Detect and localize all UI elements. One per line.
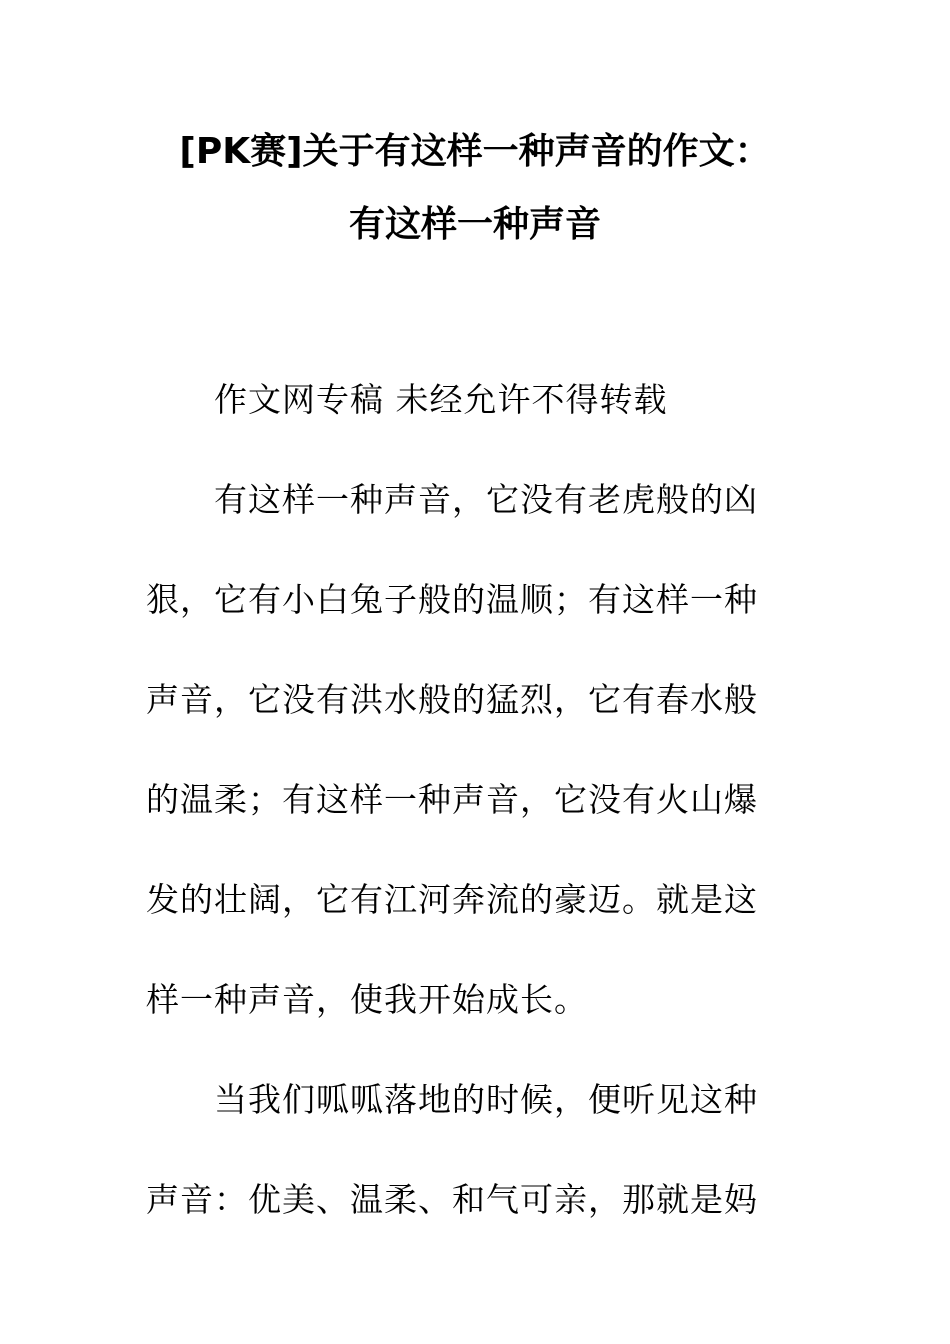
body-line: 样一种声音，使我开始成长。 [146, 980, 588, 1019]
body-line: 声音：优美、温柔、和气可亲，那就是妈 [146, 1180, 758, 1219]
body-line: 当我们呱呱落地的时候，便听见这种 [214, 1080, 758, 1119]
document-title-line-2: 有这样一种声音 [348, 204, 601, 245]
body-line: 发的壮阔，它有江河奔流的豪迈。就是这 [146, 880, 758, 919]
body-line: 有这样一种声音，它没有老虎般的凶 [214, 480, 758, 519]
body-line: 的温柔；有这样一种声音，它没有火山爆 [146, 780, 758, 819]
source-note: 作文网专稿 未经允许不得转载 [214, 380, 668, 419]
document-title-line-1: [PK赛]关于有这样一种声音的作文： [179, 131, 771, 172]
body-line: 狠，它有小白兔子般的温顺；有这样一种 [146, 580, 758, 619]
body-line: 声音，它没有洪水般的猛烈，它有春水般 [146, 680, 758, 719]
